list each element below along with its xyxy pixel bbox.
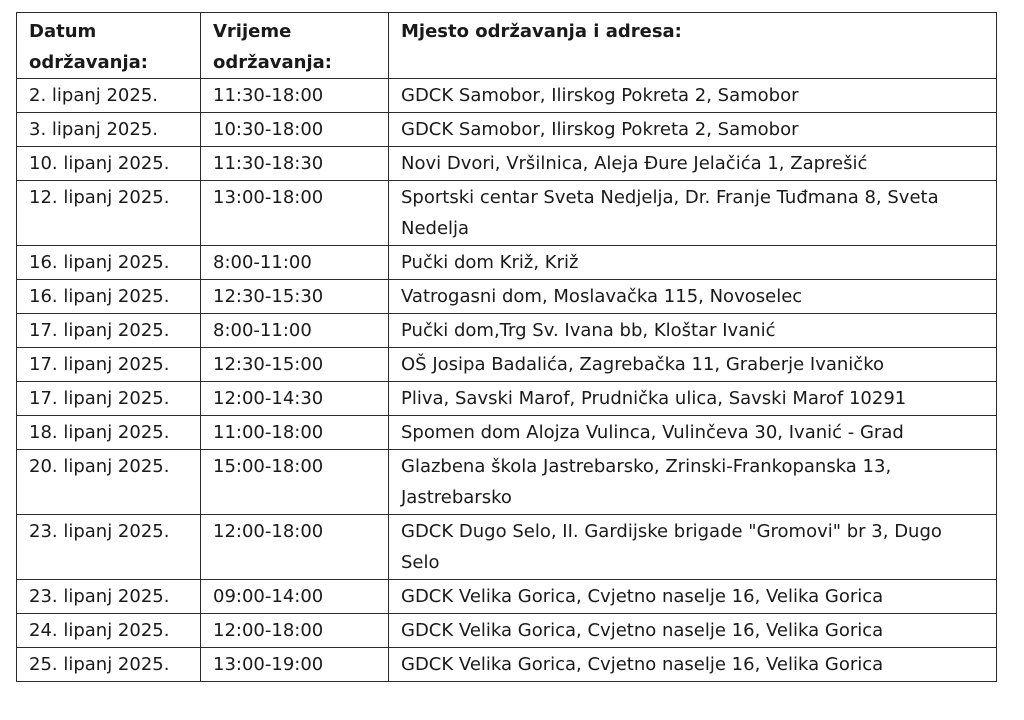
table-row [17, 147, 997, 181]
schedule-table [16, 12, 997, 682]
date-cell: 12. lipanj 2025. [17, 181, 201, 246]
place-cell: GDCK Velika Gorica, Cvjetno naselje 16, Velika Gorica [389, 648, 997, 682]
date-cell: 16. lipanj 2025. [17, 280, 201, 314]
time-cell: 13:00-19:00 [201, 648, 389, 682]
time-cell: 10:30-18:00 [201, 113, 389, 147]
time-cell: 8:00-11:00 [201, 314, 389, 348]
date-cell: 10. lipanj 2025. [17, 147, 201, 181]
date-cell: 18. lipanj 2025. [17, 416, 201, 450]
place-cell: GDCK Velika Gorica, Cvjetno naselje 16, Velika Gorica [389, 580, 997, 614]
time-cell: 12:00-18:00 [201, 515, 389, 580]
time-cell: 11:00-18:00 [201, 416, 389, 450]
table-body [17, 79, 997, 682]
time-cell: 13:00-18:00 [201, 181, 389, 246]
time-cell: 12:00-14:30 [201, 382, 389, 416]
place-cell: Novi Dvori, Vršilnica, Aleja Đure Jelačića 1, Zaprešić [389, 147, 997, 181]
place-cell: GDCK Samobor, Ilirskog Pokreta 2, Samobor [389, 79, 997, 113]
place-cell: GDCK Velika Gorica, Cvjetno naselje 16, Velika Gorica [389, 614, 997, 648]
place-cell: Pučki dom,Trg Sv. Ivana bb, Kloštar Ivanić [389, 314, 997, 348]
time-cell: 12:30-15:30 [201, 280, 389, 314]
place-cell: Pučki dom Križ, Križ [389, 246, 997, 280]
place-cell: Pliva, Savski Marof, Prudnička ulica, Savski Marof 10291 [389, 382, 997, 416]
time-cell: 09:00-14:00 [201, 580, 389, 614]
place-cell: GDCK Samobor, Ilirskog Pokreta 2, Samobor [389, 113, 997, 147]
header-place: Mjesto održavanja i adresa: [389, 13, 997, 79]
time-cell: 12:00-18:00 [201, 614, 389, 648]
date-cell: 2. lipanj 2025. [17, 79, 201, 113]
place-cell: Spomen dom Alojza Vulinca, Vulinčeva 30, Ivanić - Grad [389, 416, 997, 450]
date-cell: 20. lipanj 2025. [17, 450, 201, 515]
date-cell: 17. lipanj 2025. [17, 314, 201, 348]
table-row [17, 113, 997, 147]
place-cell: Vatrogasni dom, Moslavačka 115, Novoselec [389, 280, 997, 314]
table-row [17, 79, 997, 113]
place-cell: Sportski centar Sveta Nedjelja, Dr. Franje Tuđmana 8, Sveta Nedelja [389, 181, 997, 246]
place-cell: GDCK Dugo Selo, II. Gardijske brigade "Gromovi" br 3, Dugo Selo [389, 515, 997, 580]
table-row [17, 382, 997, 416]
time-cell: 8:00-11:00 [201, 246, 389, 280]
date-cell: 3. lipanj 2025. [17, 113, 201, 147]
date-cell: 17. lipanj 2025. [17, 382, 201, 416]
table-row [17, 648, 997, 682]
table-row [17, 348, 997, 382]
date-cell: 25. lipanj 2025. [17, 648, 201, 682]
date-cell: 23. lipanj 2025. [17, 580, 201, 614]
date-cell: 24. lipanj 2025. [17, 614, 201, 648]
time-cell: 11:30-18:30 [201, 147, 389, 181]
header-date: Datum održavanja: [17, 13, 201, 79]
table-row [17, 580, 997, 614]
table-row [17, 280, 997, 314]
date-cell: 23. lipanj 2025. [17, 515, 201, 580]
table-row [17, 181, 997, 246]
header-row [17, 13, 997, 79]
time-cell: 12:30-15:00 [201, 348, 389, 382]
table-header [17, 13, 997, 79]
table-row [17, 614, 997, 648]
header-time: Vrijeme održavanja: [201, 13, 389, 79]
time-cell: 11:30-18:00 [201, 79, 389, 113]
date-cell: 17. lipanj 2025. [17, 348, 201, 382]
table-row [17, 515, 997, 580]
table-row [17, 246, 997, 280]
place-cell: Glazbena škola Jastrebarsko, Zrinski-Frankopanska 13, Jastrebarsko [389, 450, 997, 515]
time-cell: 15:00-18:00 [201, 450, 389, 515]
place-cell: OŠ Josipa Badalića, Zagrebačka 11, Graberje Ivaničko [389, 348, 997, 382]
table-row [17, 416, 997, 450]
table-row [17, 450, 997, 515]
table-row [17, 314, 997, 348]
date-cell: 16. lipanj 2025. [17, 246, 201, 280]
